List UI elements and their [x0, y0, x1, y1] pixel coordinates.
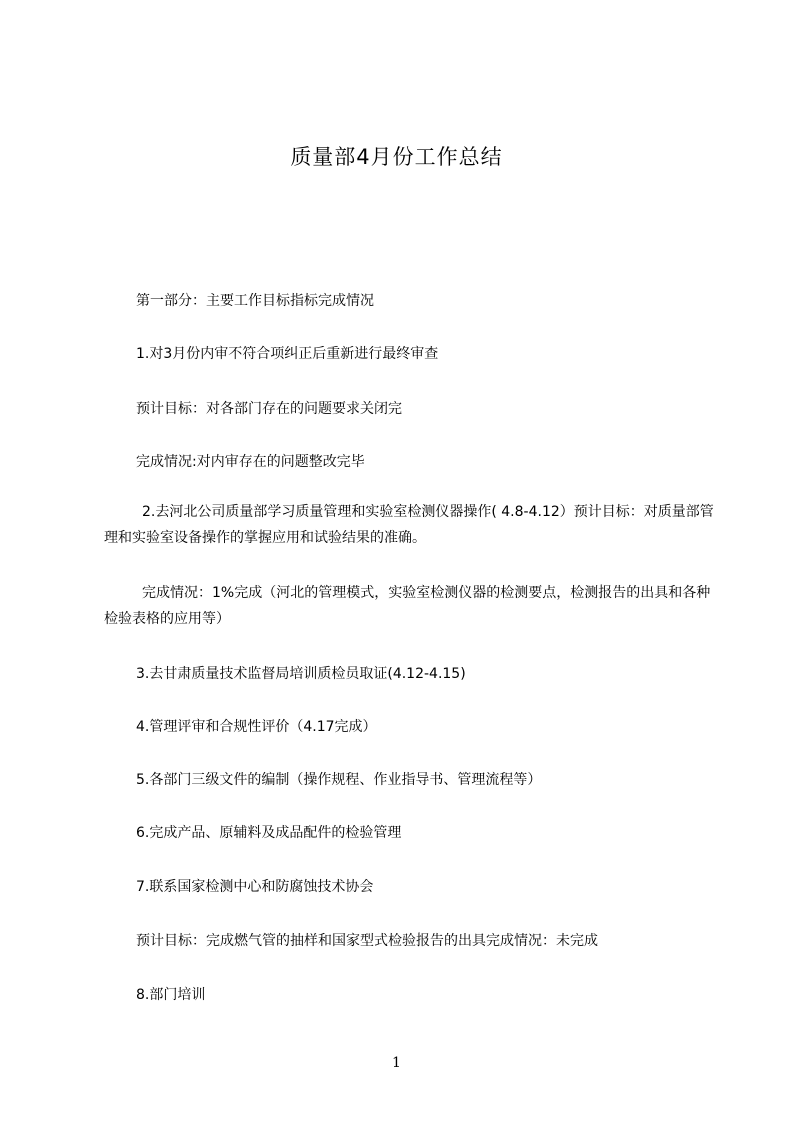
paragraph-item-2	[104, 499, 716, 551]
paragraph-status-2	[104, 580, 716, 632]
paragraph-status-2-text: 完成情况：1%完成（河北的管理模式，实验室检测仪器的检测要点，检测报告的出具和各种检验表格的应用等）	[104, 585, 711, 627]
document-title: 质量部4月份工作总结	[290, 145, 503, 169]
paragraph-item-3: 3.去甘肃质量技术监督局培训质检员取证(4.12-4.15)	[136, 666, 466, 682]
paragraph-item-5: 5.各部门三级文件的编制（操作规程、作业指导书、管理流程等）	[136, 772, 542, 788]
paragraph-target-1: 预计目标：对各部门存在的问题要求关闭完	[136, 401, 402, 417]
paragraph-item-7: 7.联系国家检测中心和防腐蚀技术协会	[136, 879, 374, 895]
paragraph-status-1: 完成情况:对内审存在的问题整改完毕	[136, 454, 365, 470]
paragraph-target-7: 预计目标：完成燃气管的抽样和国家型式检验报告的出具完成情况：未完成	[136, 933, 598, 949]
paragraph-item-1: 1.对3月份内审不符合项纠正后重新进行最终审查	[136, 346, 439, 362]
paragraph-item-8: 8.部门培训	[136, 987, 206, 1003]
paragraph-item-6: 6.完成产品、原辅料及成品配件的检验管理	[136, 825, 402, 841]
page-number: 1	[392, 1055, 401, 1071]
paragraph-item-4: 4.管理评审和合规性评价（4.17完成）	[136, 719, 377, 735]
paragraph-item-2-text: 2.去河北公司质量部学习质量管理和实验室检测仪器操作( 4.8-4.12）预计目标：对质量部管理和实验室设备操作的掌握应用和试验结果的准确。	[104, 504, 714, 546]
paragraph-section-heading: 第一部分：主要工作目标指标完成情况	[136, 293, 374, 309]
